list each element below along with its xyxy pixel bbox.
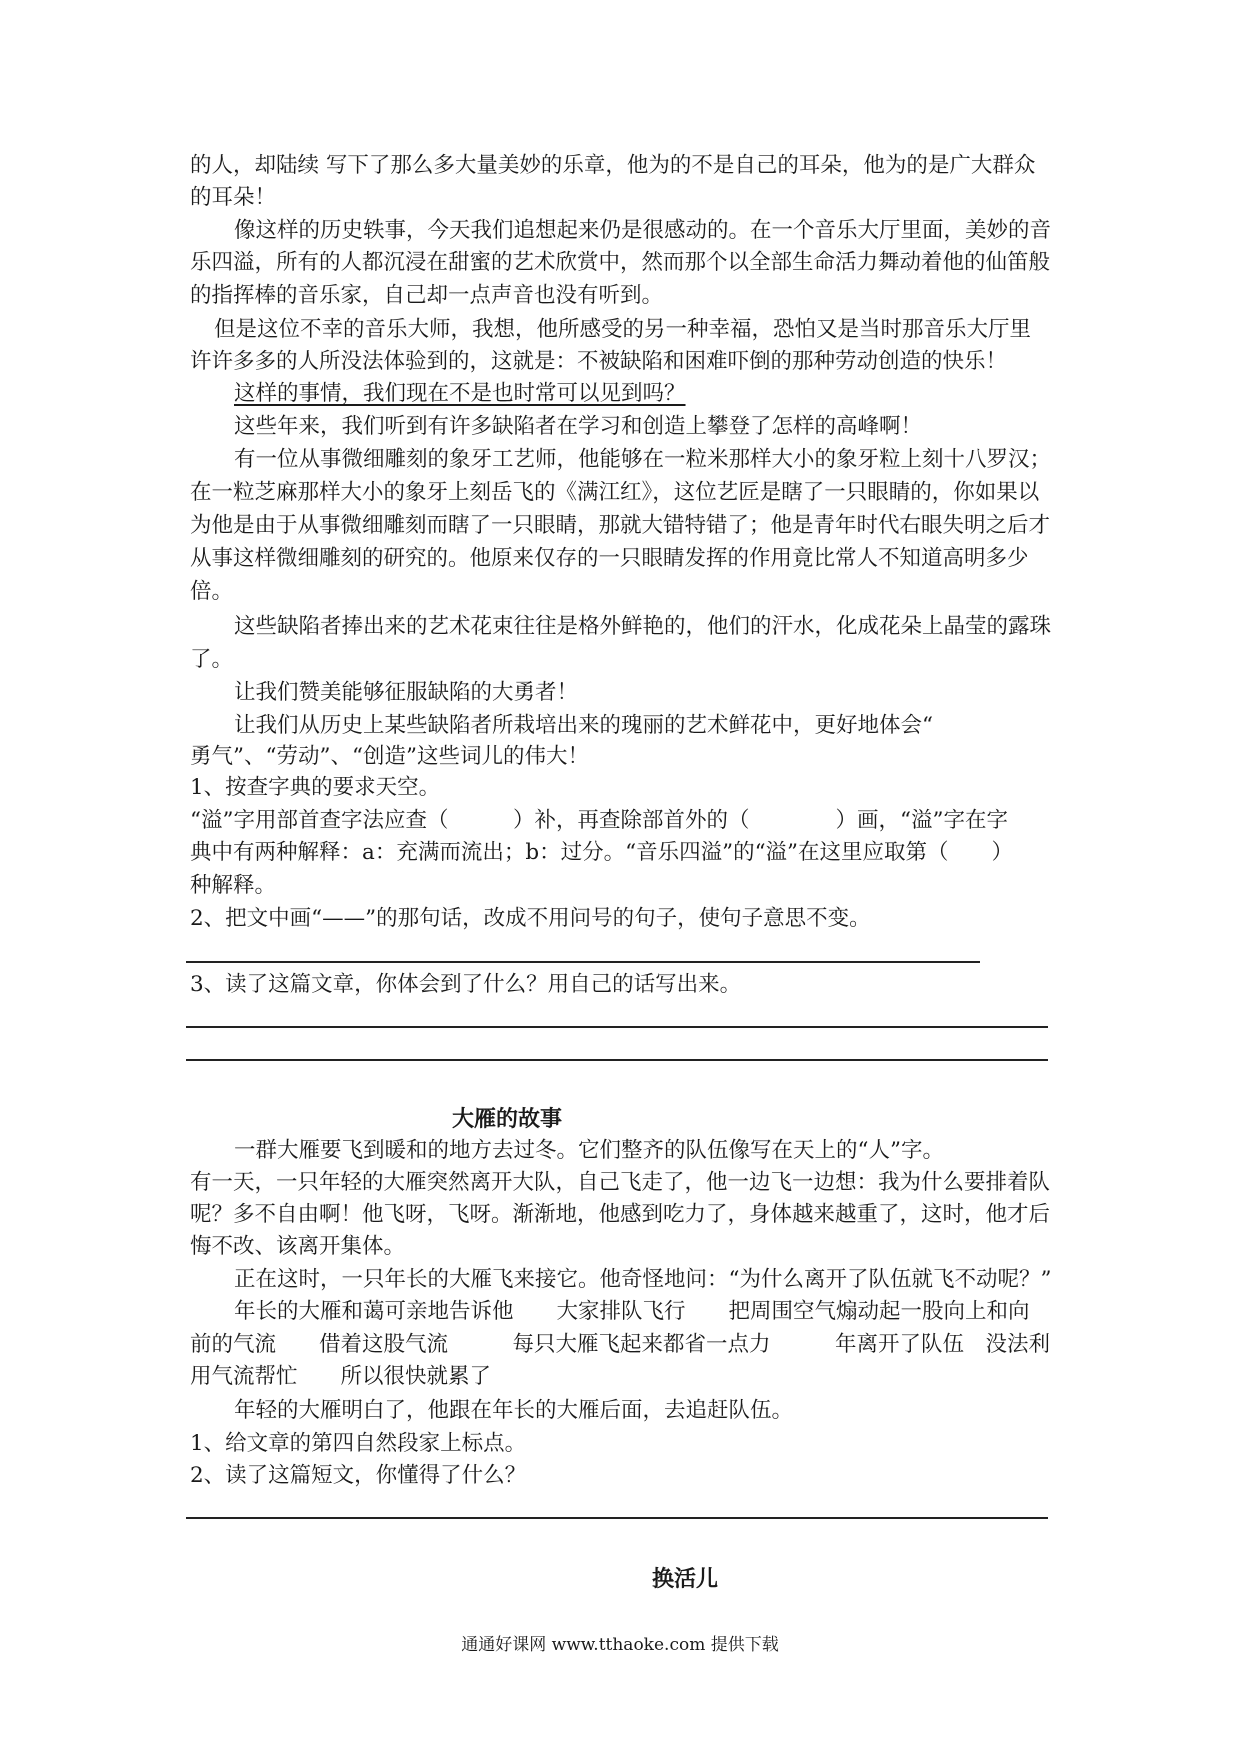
answer-line (186, 1026, 1048, 1028)
passage-line: 年轻的大雁明白了，他跟在年长的大雁后面，去追赶队伍。 (234, 1398, 794, 1423)
question-3: 3、读了这篇文章，你体会到了什么？用自己的话写出来。 (190, 972, 742, 997)
passage-line: 呢？多不自由啊！他飞呀，飞呀。渐渐地，他感到吃力了，身体越来越重了，这时，他才后 (190, 1202, 1051, 1227)
passage-line: 倍。 (190, 579, 234, 604)
passage-line: 乐四溢，所有的人都沉浸在甜蜜的艺术欣赏中，然而那个以全部生命活力舞动着他的仙笛般 (190, 250, 1051, 275)
question-1: 1、按查字典的要求天空。 (190, 775, 441, 800)
passage-line: 有一位从事微细雕刻的象牙工艺师，他能够在一粒米那样大小的象牙粒上刻十八罗汉； (234, 447, 1052, 472)
page-footer: 通通好课网 www.tthaoke.com 提供下载 (461, 1635, 779, 1655)
passage-title: 换活儿 (652, 1566, 719, 1592)
passage-line: 在一粒芝麻那样大小的象牙上刻岳飞的《满江红》，这位艺匠是瞎了一只眼睛的，你如果以 (190, 480, 1040, 505)
passage-line: 用气流帮忙 所以很快就累了 (190, 1364, 492, 1389)
passage-line: 这些年来，我们听到有许多缺陷者在学习和创造上攀登了怎样的高峰啊！ (234, 414, 923, 439)
question-2: 2、把文中画“——”的那句话，改成不用问号的句子，使句子意思不变。 (190, 906, 871, 931)
passage-line: 为他是由于从事微细雕刻而瞎了一只眼睛，那就大错特错了；他是青年时代右眼失明之后才 (190, 513, 1051, 538)
question-1-text: 种解释。 (190, 873, 277, 898)
passage-line: 但是这位不幸的音乐大师，我想，他所感受的另一种幸福，恐怕又是当时那音乐大厅里 (214, 317, 1032, 342)
passage-line: 让我们赞美能够征服缺陷的大勇者！ (234, 680, 579, 705)
passage-line: 了。 (190, 647, 234, 672)
answer-line (186, 1059, 1048, 1061)
passage-line: 这些缺陷者捧出来的艺术花束往往是格外鲜艳的，他们的汗水，化成花朵上晶莹的露珠 (234, 614, 1052, 639)
passage-line: 的指挥棒的音乐家，自己却一点声音也没有听到。 (190, 283, 664, 308)
underlined-sentence: 这样的事情，我们现在不是也时常可以见到吗？ (234, 381, 686, 406)
passage-line: 正在这时，一只年长的大雁飞来接它。他奇怪地问：“为什么离开了队伍就飞不动呢？” (234, 1267, 1052, 1292)
passage-line: 的人，却陆续 写下了那么多大量美妙的乐章，他为的不是自己的耳朵，他为的是广大群众 (190, 153, 1036, 178)
answer-line (186, 1517, 1048, 1519)
passage-line: 有一天，一只年轻的大雁突然离开大队，自己飞走了，他一边飞一边想：我为什么要排着队 (190, 1170, 1051, 1195)
question-2: 2、读了这篇短文，你懂得了什么？ (190, 1463, 527, 1488)
passage-line: 让我们从历史上某些缺陷者所栽培出来的瑰丽的艺术鲜花中，更好地体会“ (234, 713, 933, 738)
passage-line: 年长的大雁和蔼可亲地告诉他 大家排队飞行 把周围空气煽动起一股向上和向 (234, 1299, 1030, 1324)
answer-line (186, 961, 980, 963)
passage-line: 勇气”、“劳动”、“创造”这些词儿的伟大！ (190, 744, 589, 769)
passage-line: 的耳朵！ (190, 185, 277, 210)
question-1-text: 典中有两种解释：a：充满而流出；b：过分。“音乐四溢”的“溢”在这里应取第（ ） (190, 840, 1014, 865)
passage-line: 从事这样微细雕刻的研究的。他原来仅存的一只眼睛发挥的作用竟比常人不知道高明多少 (190, 546, 1029, 571)
question-1-text: “溢”字用部首查字法应查（ ）补，再查除部首外的（ ）画，“溢”字在字 (190, 808, 1008, 833)
question-1: 1、给文章的第四自然段家上标点。 (190, 1431, 527, 1456)
passage-title: 大雁的故事 (452, 1106, 563, 1132)
passage-line: 像这样的历史轶事，今天我们追想起来仍是很感动的。在一个音乐大厅里面，美妙的音 (234, 218, 1052, 243)
passage-line: 许许多多的人所没法体验到的，这就是：不被缺陷和困难吓倒的那种劳动创造的快乐！ (190, 349, 1008, 374)
passage-line: 前的气流 借着这股气流 每只大雁飞起来都省一点力 年离开了队伍 没法利 (190, 1332, 1051, 1357)
passage-line: 悔不改、该离开集体。 (190, 1234, 406, 1259)
passage-line: 一群大雁要飞到暖和的地方去过冬。它们整齐的队伍像写在天上的“人”字。 (234, 1138, 944, 1163)
